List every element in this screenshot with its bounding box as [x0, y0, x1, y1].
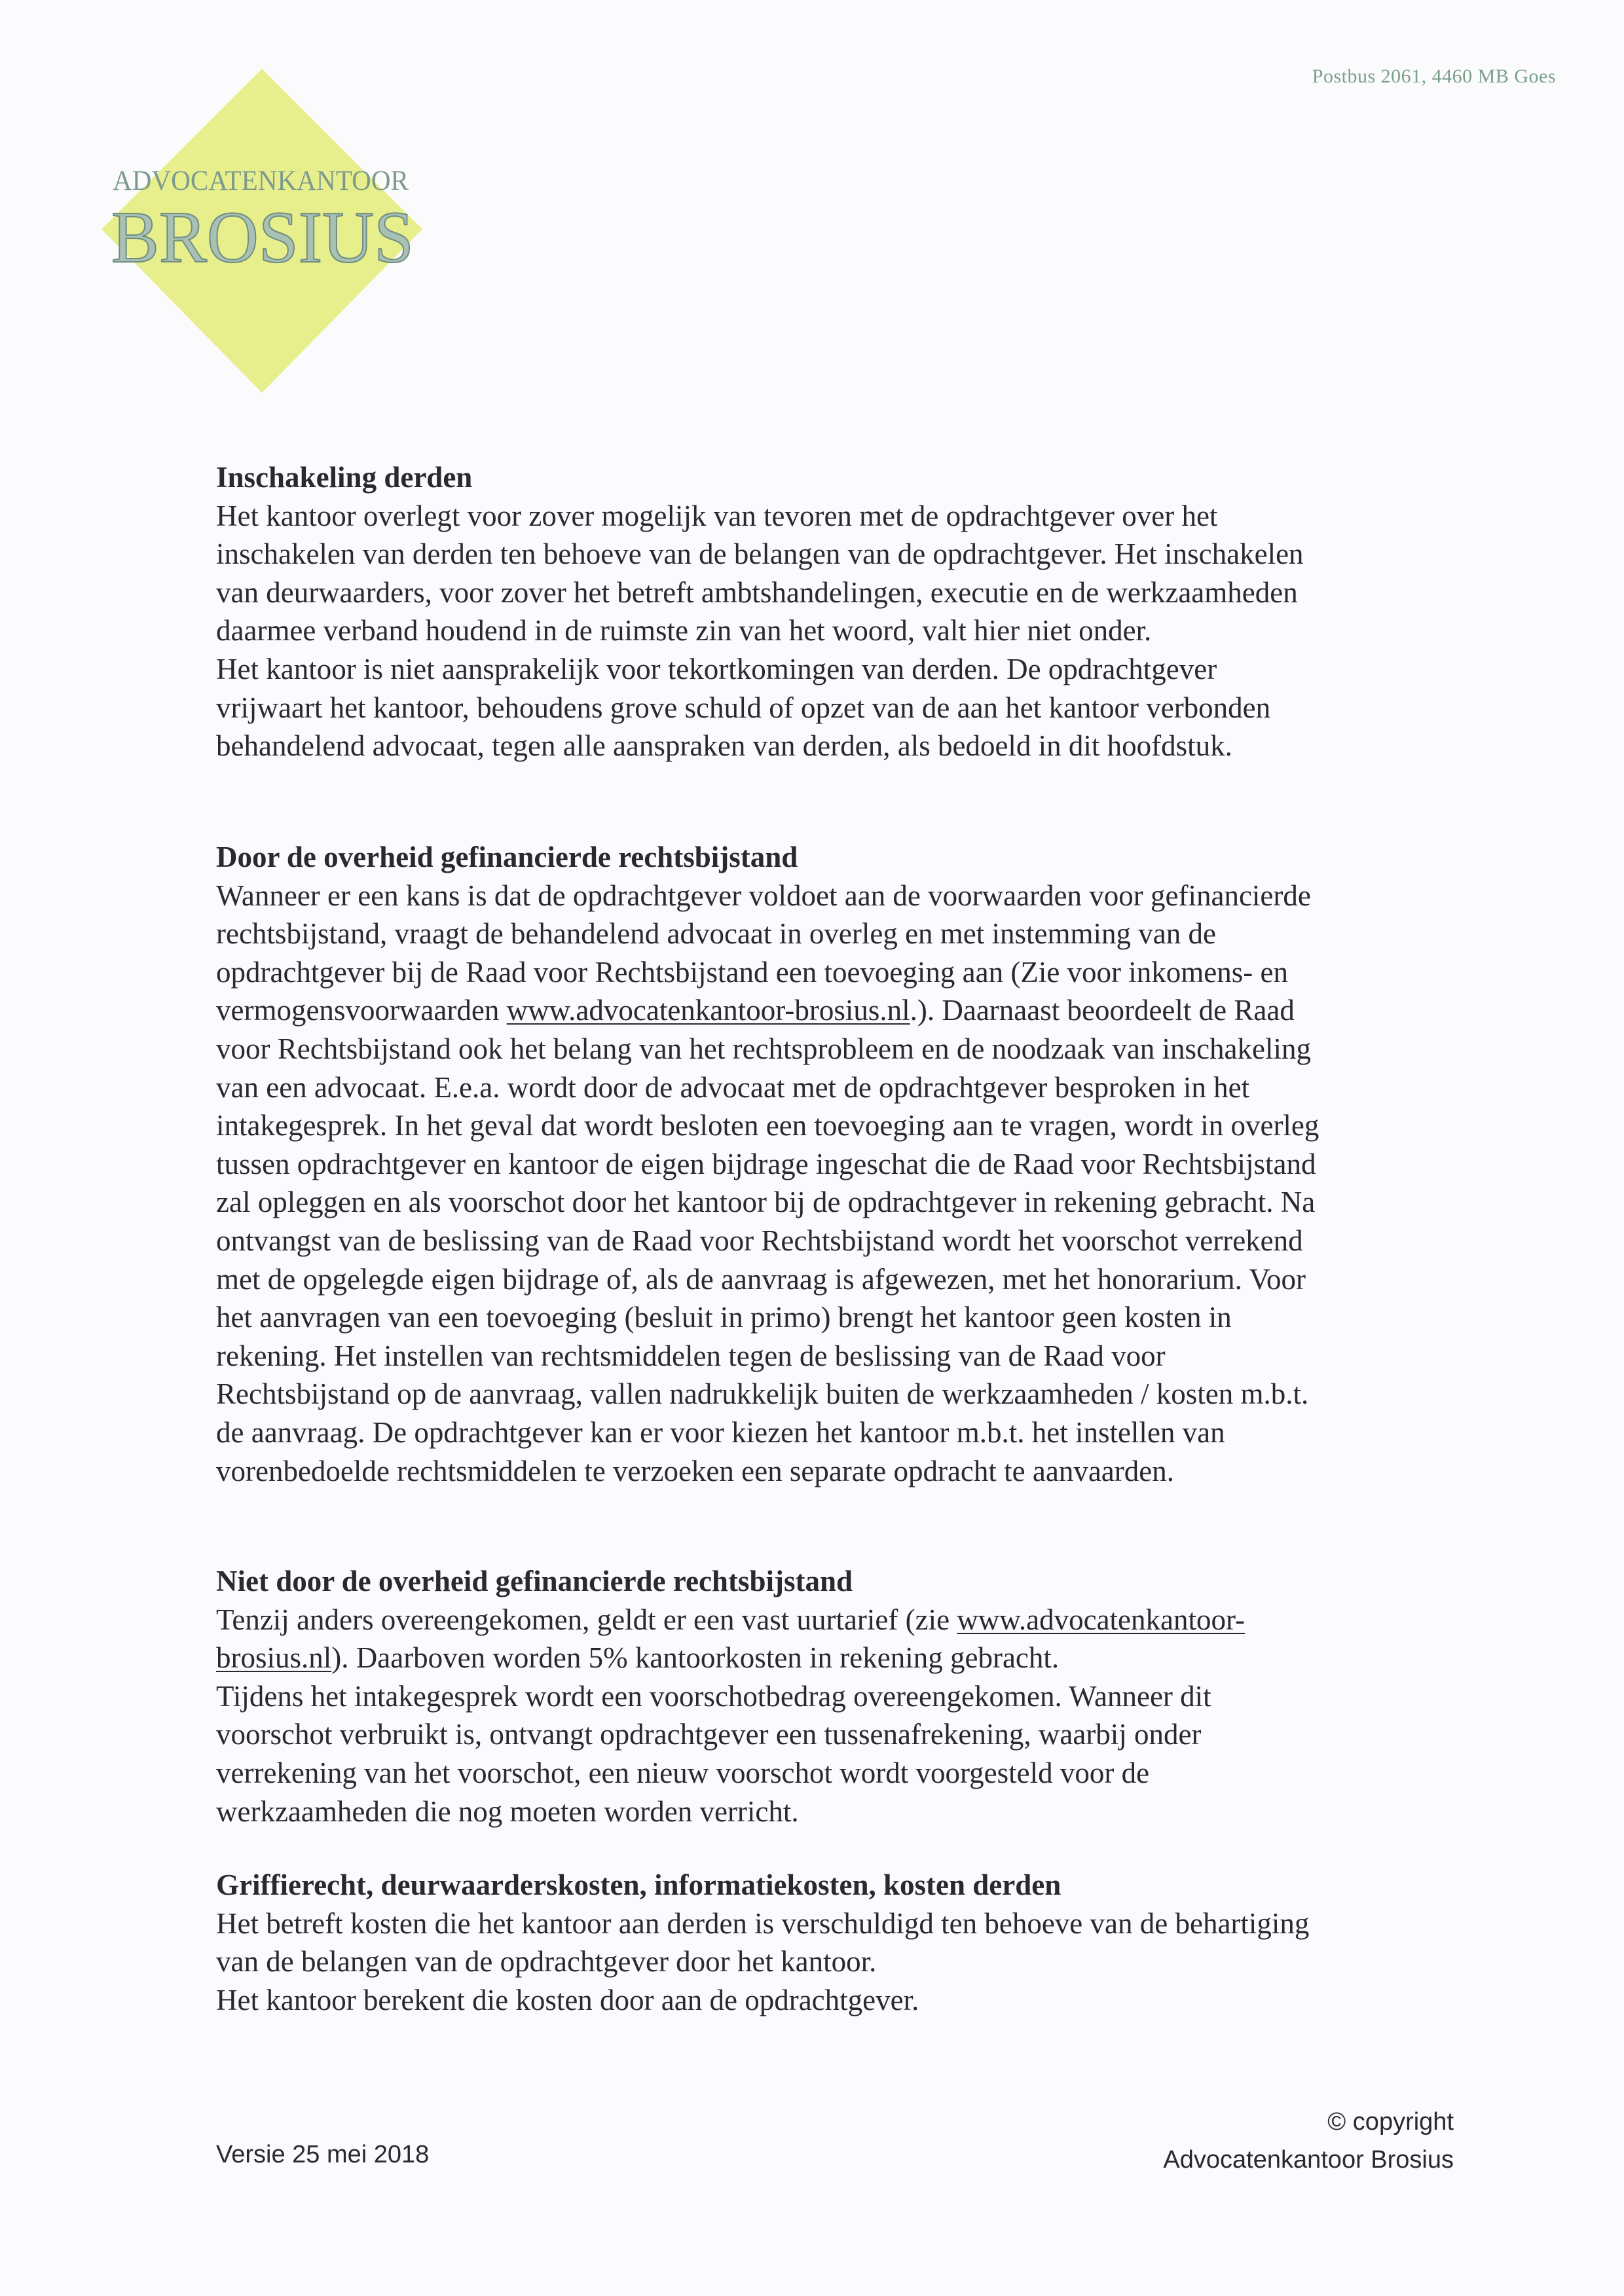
paragraph-line: voorschot verbruikt is, ontvangt opdrachtgever een tussenafrekening, waarbij onder	[216, 1718, 1202, 1751]
paragraph-line: rekening. Het instellen van rechtsmiddelen tegen de beslissing van de Raad voor	[216, 1339, 1166, 1372]
paragraph-line	[216, 1601, 1460, 1639]
document-body	[216, 458, 1460, 2016]
section-niet-gefinancierde-rechtsbijstand	[216, 1562, 1460, 1831]
brosius-logo	[92, 65, 432, 399]
paragraph-line: het aanvragen van een toevoeging (besluit in primo) brengt het kantoor geen kosten in	[216, 1301, 1232, 1334]
paragraph-line: de aanvraag. De opdrachtgever kan er voor kiezen het kantoor m.b.t. het instellen van	[216, 1415, 1225, 1449]
section-gefinancierde-rechtsbijstand	[216, 838, 1460, 1490]
paragraph-line: Wanneer er een kans is dat de opdrachtgever voldoet aan de voorwaarden voor gefinancierde	[216, 879, 1311, 912]
paragraph-line	[216, 991, 1460, 1030]
paragraph-line: met de opgelegde eigen bijdrage of, als de aanvraag is afgewezen, met het honorarium. Voor	[216, 1262, 1306, 1296]
website-link[interactable]: www.advocatenkantoor-	[957, 1603, 1246, 1636]
paragraph-line: van de belangen van de opdrachtgever door het kantoor.	[216, 1945, 877, 1978]
line-text: Tenzij anders overeengekomen, geldt er een vast uurtarief (zie	[216, 1603, 957, 1636]
paragraph-line: zal opleggen en als voorschot door het kantoor bij de opdrachtgever in rekening gebracht. Na	[216, 1186, 1316, 1219]
paragraph-line: werkzaamheden die nog moeten worden verricht.	[216, 1795, 799, 1828]
paragraph-line: behandelend advocaat, tegen alle aanspraken van derden, als bedoeld in dit hoofdstuk.	[216, 729, 1232, 763]
paragraph-line: inschakelen van derden ten behoeve van de belangen van de opdrachtgever. Het inschakelen	[216, 538, 1304, 571]
paragraph-line: Het kantoor berekent die kosten door aan de opdrachtgever.	[216, 1983, 919, 2016]
line-text: .). Daarnaast beoordeelt de Raad	[910, 994, 1295, 1027]
section-title: Door de overheid gefinancierde rechtsbijstand	[216, 841, 798, 873]
paragraph-line: vorenbedoelde rechtsmiddelen te verzoeken een separate opdracht te aanvaarden.	[216, 1454, 1174, 1487]
line-text: vermogensvoorwaarden	[216, 994, 507, 1027]
paragraph-line: Het kantoor is niet aansprakelijk voor tekortkomingen van derden. De opdrachtgever	[216, 652, 1217, 685]
logo-line2: BROSIUS	[111, 197, 414, 278]
logo-line1: ADVOCATENKANTOOR	[113, 166, 409, 196]
paragraph-line: ontvangst van de beslissing van de Raad voor Rechtsbijstand wordt het voorschot verrekend	[216, 1224, 1303, 1257]
website-link-continued[interactable]: brosius.nl	[216, 1641, 332, 1675]
section-title: Griffierecht, deurwaarderskosten, informatiekosten, kosten derden	[216, 1868, 1061, 1901]
website-link[interactable]: www.advocatenkantoor-brosius.nl	[506, 994, 910, 1027]
postal-address: Postbus 2061, 4460 MB Goes	[1312, 65, 1556, 87]
paragraph-line: Het kantoor overlegt voor zover mogelijk van tevoren met de opdrachtgever over het	[216, 499, 1218, 532]
company-name: Advocatenkantoor Brosius	[1163, 2146, 1454, 2174]
line-text: ). Daarboven worden 5% kantoorkosten in rekening gebracht.	[331, 1641, 1060, 1675]
paragraph-line: rechtsbijstand, vraagt de behandelend advocaat in overleg en met instemming van de	[216, 917, 1216, 951]
paragraph-line: Tijdens het intakegesprek wordt een voorschotbedrag overeengekomen. Wanneer dit	[216, 1679, 1211, 1713]
section-inschakeling-derden	[216, 458, 1460, 765]
paragraph-line: intakegesprek. In het geval dat wordt besloten een toevoeging aan te vragen, wordt in overleg	[216, 1109, 1320, 1142]
paragraph-line	[216, 1639, 1460, 1677]
paragraph-line: verrekening van het voorschot, een nieuw voorschot wordt voorgesteld voor de	[216, 1756, 1150, 1789]
logo-graphic	[92, 65, 432, 399]
paragraph-line: Rechtsbijstand op de aanvraag, vallen nadrukkelijk buiten de werkzaamheden / kosten m.b.t.	[216, 1377, 1309, 1411]
paragraph-line: opdrachtgever bij de Raad voor Rechtsbijstand een toevoeging aan (Zie voor inkomens- en	[216, 955, 1288, 989]
paragraph-line: Het betreft kosten die het kantoor aan derden is verschuldigd ten behoeve van de behartiging	[216, 1906, 1310, 1940]
paragraph-line: van een advocaat. E.e.a. wordt door de advocaat met de opdrachtgever besproken in het	[216, 1070, 1250, 1104]
paragraph-line: tussen opdrachtgever en kantoor de eigen bijdrage ingeschat die de Raad voor Rechtsbijstand	[216, 1147, 1316, 1180]
version-label: Versie 25 mei 2018	[216, 2141, 430, 2168]
paragraph-line: van deurwaarders, voor zover het betreft ambtshandelingen, executie en de werkzaamheden	[216, 575, 1298, 609]
copyright-block	[1163, 2103, 1454, 2179]
section-title: Inschakeling derden	[216, 461, 473, 494]
paragraph-line: voor Rechtsbijstand ook het belang van het rechtsprobleem en de noodzaak van inschakeling	[216, 1032, 1311, 1065]
section-title: Niet door de overheid gefinancierde rechtsbijstand	[216, 1565, 853, 1597]
section-griffierecht-kosten-derden	[216, 1866, 1460, 2019]
paragraph-line: vrijwaart het kantoor, behoudens grove schuld of opzet van de aan het kantoor verbonden	[216, 691, 1271, 724]
copyright-notice: © copyright	[1327, 2108, 1454, 2136]
paragraph-line: daarmee verband houdend in de ruimste zin van het woord, valt hier niet onder.	[216, 614, 1152, 647]
